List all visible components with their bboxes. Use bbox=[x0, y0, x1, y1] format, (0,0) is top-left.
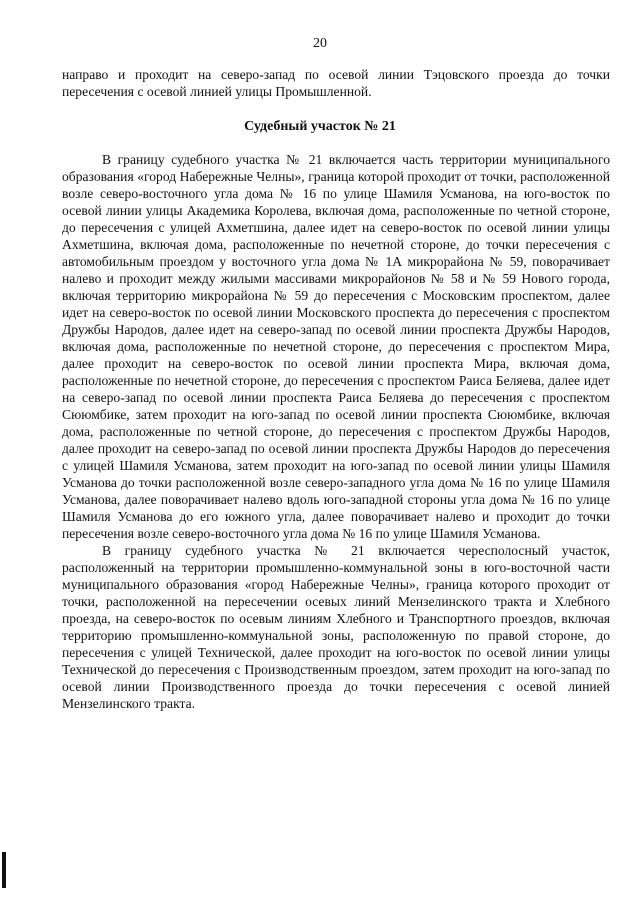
paragraph: В границу судебного участка № 21 включается часть территории муниципального образования «город Набережные Челны», граница которой проходит от точки, расположенной возле северо-восточного угла дома № 16 по улице Шамиля Усманова, на юго-восток по осевой линии улицы Академика Королева, включая дома, расположенные по четной стороне, до пересечения с улицей Ахметшина, далее идет на северо-восток по осевой линии улицы Ахметшина, включая дома, расположенные по нечетной стороне, до точки пересечения с автомобильным проездом у восточного угла дома № 1А микрорайона № 59, поворачивает налево и проходит между жилыми массивами микрорайонов № 58 и № 59 Нового города, включая территорию микрорайона № 59 до пересечения с Московским проспектом, далее идет на северо-восток по осевой линии Московского проспекта до пересечения с проспектом Дружбы Народов, далее идет на северо-запад по осевой линии проспекта Дружбы Народов, включая дома, расположенные по нечетной стороне, до пересечения с проспектом Мира, далее проходит на северо-восток по осевой линии проспекта Мира, включая дома, расположенные по нечетной стороне, до пересечения с проспектом Раиса Беляева, далее идет на северо-запад по осевой линии проспекта Раиса Беляева до пересечения с проспектом Сююмбике, затем проходит на юго-запад по осевой линии проспекта Сююмбике, включая дома, расположенные по четной стороне, до пересечения с проспектом Дружбы Народов, далее проходит на северо-запад по осевой линии проспекта Дружбы Народов до пересечения с улицей Шамиля Усманова, затем проходит на юго-запад по осевой линии улицы Шамиля Усманова до точки расположенной возле северо-западного угла дома № 16 по улице Шамиля Усманова, далее поворачивает налево вдоль юго-западной стороны угла дома № 16 по улице Шамиля Усманова до его южного угла, далее поворачивает налево и проходит до точки пересечения возле северо-восточного угла дома № 16 по улице Шамиля Усманова. bbox=[62, 152, 610, 541]
paragraph: В границу судебного участка № 21 включается чересполосный участок, расположенный на территории промышленно-коммунальной зоны в юго-восточной части муниципального образования «город Набережные Челны», граница которого проходит от точки, расположенной на пересечении осевых линий Мензелинского тракта и Хлебного проезда, на северо-восток по осевым линиям Хлебного и Транспортного проездов, включая территорию промышленно-коммунальной зоны, расположенную по правой стороне, до пересечения с улицей Технической, далее проходит на юго-восток по осевой линии улицы Технической до пересечения с Производственным проездом, затем проходит на юго-запад по осевой линии Производственного проезда до точки пересечения с осевой линией Мензелинского тракта. bbox=[62, 543, 610, 711]
continuation-text: направо и проходит на северо-запад по осевой линии Тэцовского проезда до точки пересечения с осевой линией улицы Промышленной. bbox=[62, 67, 610, 99]
scan-edge-mark bbox=[2, 852, 6, 888]
section-heading: Судебный участок № 21 bbox=[244, 119, 396, 134]
section-body bbox=[62, 151, 610, 712]
page-number: 20 bbox=[313, 36, 327, 51]
